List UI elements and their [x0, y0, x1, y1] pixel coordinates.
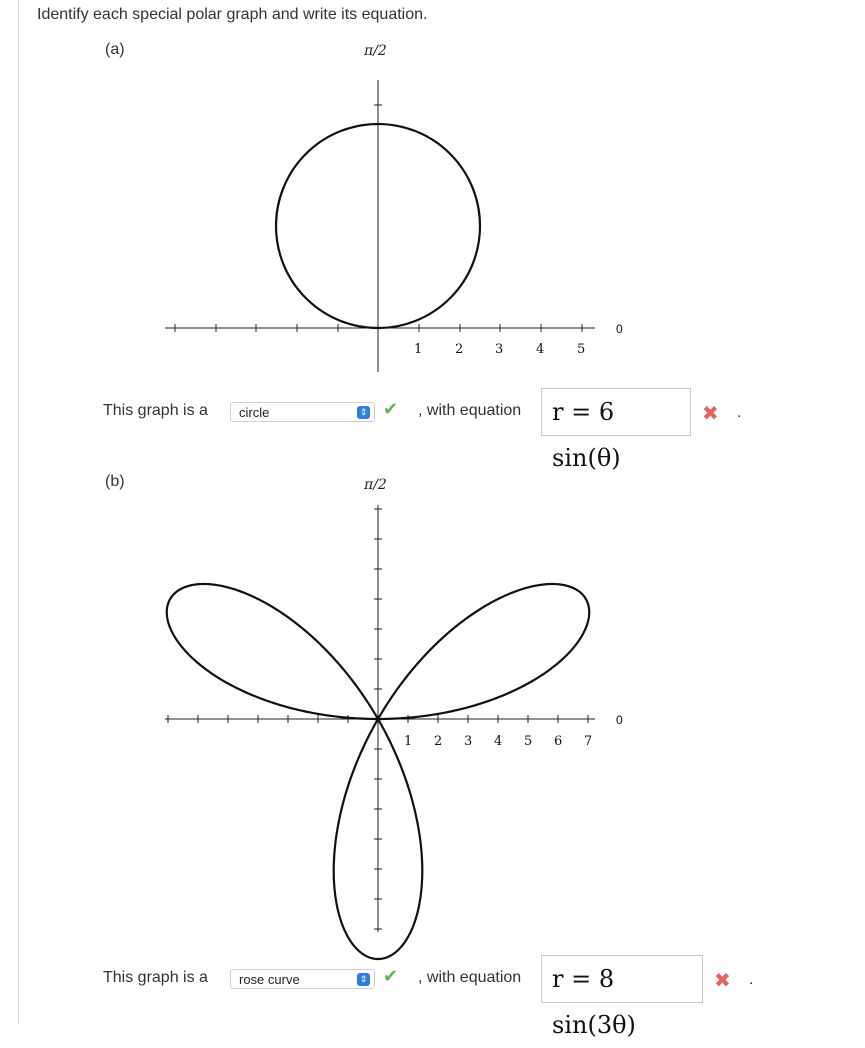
part-b-axis-label-right: 0 — [616, 713, 623, 727]
part-a-prefix: This graph is a — [103, 402, 208, 419]
part-b-label: (b) — [105, 473, 125, 490]
part-a-equation-input[interactable]: r = 6 sin(θ) — [541, 388, 691, 436]
part-b-end-text: . — [749, 971, 754, 988]
tick-label: 3 — [495, 342, 504, 357]
part-a-label: (a) — [105, 41, 125, 58]
question-text: Identify each special polar graph and write its equation. — [37, 6, 428, 23]
part-a-middle-text: , with equation — [418, 402, 522, 419]
part-b-shape-select[interactable] — [230, 969, 375, 989]
part-b-prefix: This graph is a — [103, 969, 208, 986]
tick-labels-b — [404, 734, 592, 749]
select-arrows-icon: ⇕ — [357, 973, 370, 986]
tick-label: 5 — [577, 342, 586, 357]
part-a-axis-label-right: 0 — [616, 322, 623, 336]
tick-label: 1 — [404, 734, 413, 749]
select-arrows-icon: ⇕ — [357, 406, 370, 419]
tick-label: 7 — [584, 734, 593, 749]
part-b-axis-label-top: π/2 — [364, 477, 387, 493]
tick-label: 5 — [524, 734, 533, 749]
check-icon: ✔ — [383, 399, 399, 419]
x-icon: ✖ — [714, 970, 731, 992]
part-a-end-text: . — [737, 404, 742, 421]
part-b-equation-input[interactable]: r = 8 sin(3θ) — [541, 955, 703, 1003]
tick-label: 6 — [554, 734, 563, 749]
tick-label: 1 — [414, 342, 423, 357]
tick-label: 3 — [464, 734, 473, 749]
x-icon: ✖ — [702, 403, 719, 425]
tick-label: 2 — [455, 342, 464, 357]
part-a-selected-value: circle — [239, 405, 270, 420]
check-icon: ✔ — [383, 966, 399, 986]
tick-label: 2 — [434, 734, 443, 749]
tick-label: 4 — [536, 342, 545, 357]
part-b-middle-text: , with equation — [418, 969, 522, 986]
tick-label: 4 — [494, 734, 503, 749]
part-b-selected-value: rose curve — [239, 972, 300, 987]
part-a-axis-label-top: π/2 — [364, 43, 387, 59]
